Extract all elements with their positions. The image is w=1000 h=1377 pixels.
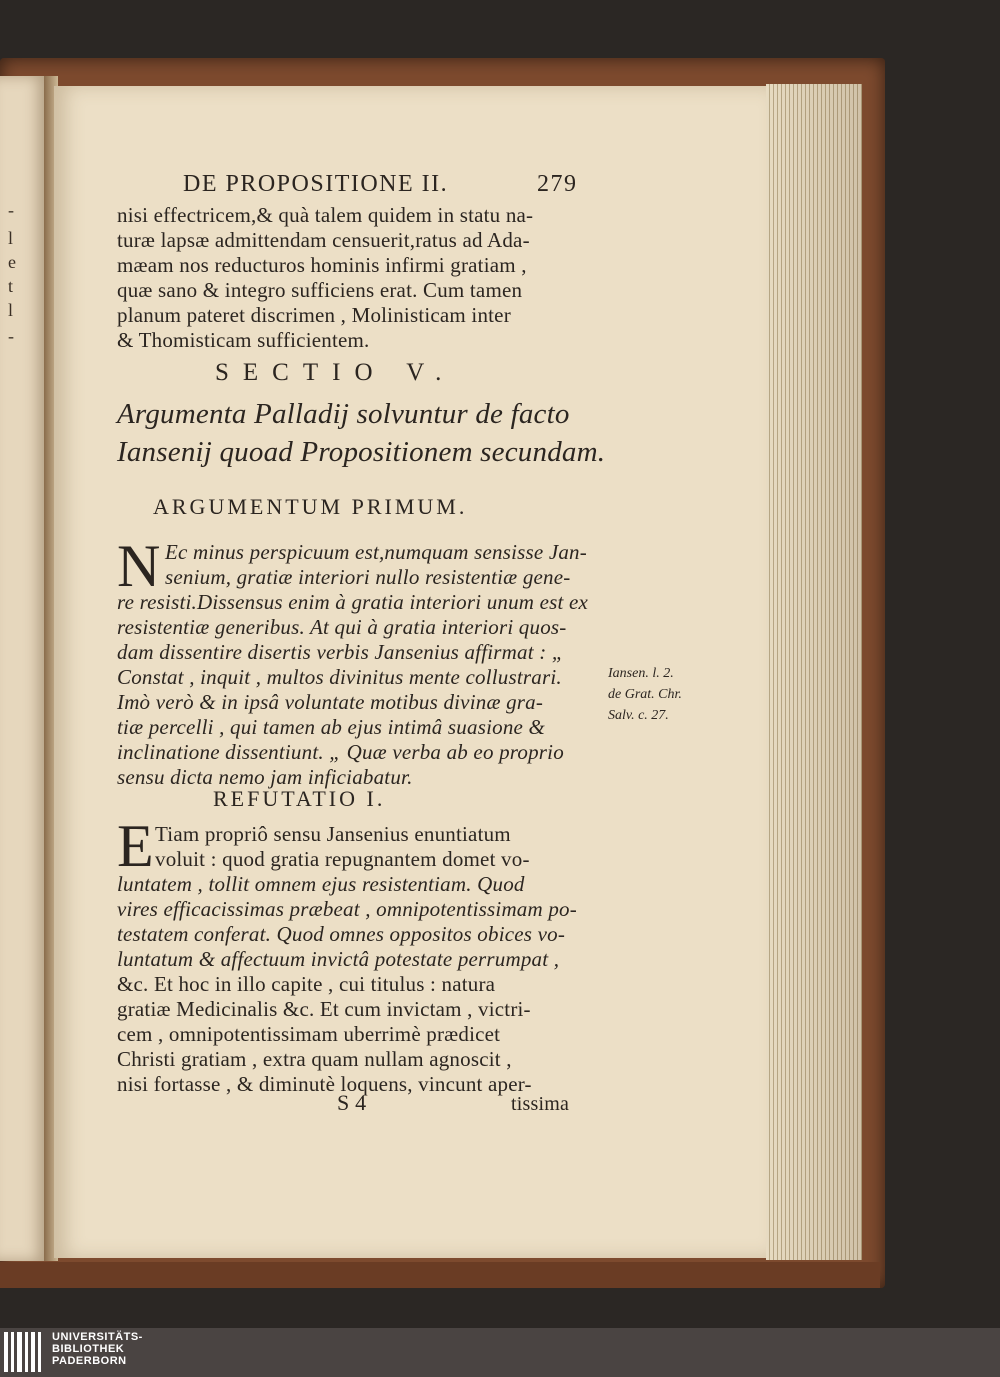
signature-mark: S 4	[337, 1090, 367, 1115]
logo-line: BIBLIOTHEK	[52, 1343, 125, 1355]
text-line: gratiæ Medicinalis &c. Et cum invictam , victri-	[117, 997, 531, 1021]
text-line: & Thomisticam sufficientem.	[117, 328, 370, 352]
text-line: Imò verò & in ipsâ voluntate motibus divinæ gra-	[117, 690, 544, 714]
text-line: nisi effectricem,& quà talem quidem in statu na-	[117, 203, 534, 227]
page-number: 279	[537, 171, 578, 197]
text-line: inclinatione dissentiunt. „ Quæ verba ab eo proprio	[117, 740, 564, 764]
running-title: DE PROPOSITIONE II.	[183, 171, 449, 197]
margin-note: Iansen. l. 2.	[608, 666, 674, 681]
left-page-fragment: e	[8, 252, 16, 272]
text-line: nisi fortasse , & diminutè loquens, vincunt aper-	[117, 1072, 532, 1096]
logo-line: PADERBORN	[52, 1355, 127, 1367]
text-line: Constat , inquit , multos divinitus mente collustrari.	[117, 665, 562, 689]
logo-line: UNIVERSITÄTS-	[52, 1331, 143, 1343]
text-line: turæ lapsæ admittendam censuerit,ratus ad Ada-	[117, 228, 530, 252]
text-line: luntatem , tollit omnem ejus resistentiam. Quod	[117, 872, 525, 896]
section-heading: SECTIO V.	[215, 359, 456, 386]
text-line: Tiam propriô sensu Jansenius enuntiatum	[155, 822, 511, 846]
left-page-fragment: t	[8, 276, 14, 296]
text-line: sensu dicta nemo jam inficiabatur.	[117, 765, 413, 789]
library-footer	[0, 1328, 1000, 1377]
text-line: planum pateret discrimen , Molinisticam inter	[117, 303, 511, 327]
drop-cap: N	[117, 533, 161, 599]
left-page-fragment: -	[8, 326, 14, 346]
text-line: voluit : quod gratia repugnantem domet vo-	[155, 847, 530, 871]
argument-heading-line: Iansenij quoad Propositionem secundam.	[117, 436, 606, 468]
text-line: tiæ percelli , qui tamen ab ejus intimâ suasione &	[117, 715, 546, 739]
margin-note: Salv. c. 27.	[608, 708, 669, 723]
library-logo-text	[52, 1331, 143, 1367]
text-line: &c. Et hoc in illo capite , cui titulus : natura	[117, 972, 496, 996]
library-logo-icon	[4, 1332, 44, 1372]
text-line: dam dissentire disertis verbis Jansenius affirmat : „	[117, 640, 564, 664]
text-line: testatem conferat. Quod omnes oppositos obices vo-	[117, 922, 566, 946]
text-line: mæam nos reducturos hominis infirmi gratiam ,	[117, 253, 527, 277]
text-line: senium, gratiæ interiori nullo resistentiæ gene-	[165, 565, 571, 589]
text-line: re resisti.Dissensus enim à gratia interiori unum est ex	[117, 590, 589, 614]
argumentum-heading: ARGUMENTUM PRIMUM.	[153, 494, 468, 519]
refutatio-heading: REFUTATIO I.	[213, 786, 386, 811]
left-page-edge	[0, 76, 48, 1261]
page-block-shade	[766, 84, 862, 1260]
catchword: tissima	[511, 1093, 570, 1115]
text-line: quæ sano & integro sufficiens erat. Cum tamen	[117, 278, 523, 302]
margin-note: de Grat. Chr.	[608, 687, 682, 702]
book-cover-edge	[0, 1262, 880, 1288]
argument-heading-line: Argumenta Palladij solvuntur de facto	[117, 398, 570, 430]
text-line: resistentiæ generibus. At qui à gratia interiori quos-	[117, 615, 567, 639]
text-line: luntatum & affectuum invictâ potestate perrumpat ,	[117, 947, 560, 971]
left-page-fragment: l	[8, 228, 14, 248]
left-page-fragment: l	[8, 300, 14, 320]
text-line: cem , omnipotentissimam uberrimè prædicet	[117, 1022, 501, 1046]
text-line: Christi gratiam , extra quam nullam agnoscit ,	[117, 1047, 512, 1071]
drop-cap: E	[117, 813, 154, 879]
text-line: vires efficacissimas præbeat , omnipotentissimam po-	[117, 897, 577, 921]
left-page-fragment: -	[8, 200, 14, 220]
text-line: Ec minus perspicuum est,numquam sensisse Jan-	[165, 540, 587, 564]
